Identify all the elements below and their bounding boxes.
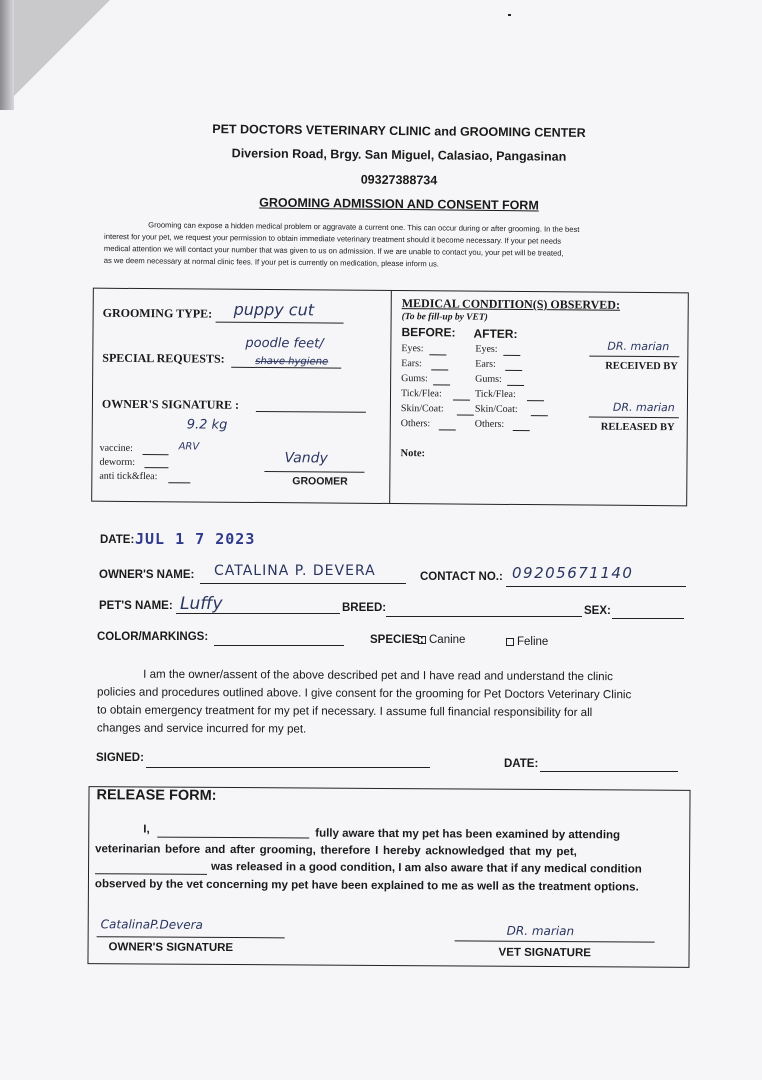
vaccine-value: ARV xyxy=(178,441,200,453)
vaccine-label: vaccine: xyxy=(99,442,133,454)
breed-label: BREED: xyxy=(342,602,387,614)
owner-name-value[interactable]: CATALINA P. DEVERA xyxy=(214,563,376,579)
medical-item: Gums: xyxy=(401,373,428,385)
canine-label: Canine xyxy=(429,634,466,646)
intro-line: as we deem necessary at normal clinic fees. If your pet is currently on medication, please inform us. xyxy=(103,255,439,269)
species-label: SPECIES: xyxy=(370,634,424,646)
release-line2: veterinarian before and after grooming, therefore I hereby acknowledged that my pet, xyxy=(95,843,577,859)
release-title: RELEASE FORM: xyxy=(96,787,217,804)
owner-signature-line xyxy=(256,411,366,413)
canine-checkbox[interactable] xyxy=(418,636,426,644)
groomer-name: Vandy xyxy=(284,450,328,467)
vet-signature-label: VET SIGNATURE xyxy=(498,946,592,960)
medical-item-line[interactable] xyxy=(531,415,548,416)
date-label: DATE: xyxy=(100,534,135,546)
pet-name-value[interactable]: Luffy xyxy=(180,594,223,614)
special-requests-label: SPECIAL REQUESTS: xyxy=(102,350,225,366)
sex-line xyxy=(612,618,684,619)
special-requests-value[interactable]: poodle feet/ xyxy=(245,335,324,352)
owner-name-label: OWNER'S NAME: xyxy=(99,569,195,581)
released-by-line xyxy=(589,417,679,419)
color-markings-label: COLOR/MARKINGS: xyxy=(97,631,209,643)
medical-item: Skin/Coat: xyxy=(400,403,444,415)
release-form-box xyxy=(87,786,690,968)
after-label: AFTER: xyxy=(473,326,518,341)
sex-label: SEX: xyxy=(584,605,611,617)
medical-item-line[interactable] xyxy=(429,354,446,355)
consent-line: changes and service incurred for my pet. xyxy=(96,721,307,736)
release-line4: observed by the vet concerning my pet have been explained to me as well as the treatment options. xyxy=(94,878,639,894)
medical-item: Gums: xyxy=(475,373,502,385)
clinic-name: PET DOCTORS VETERINARY CLINIC and GROOMING CENTER xyxy=(212,122,586,140)
medical-title: MEDICAL CONDITION(S) OBSERVED: xyxy=(401,296,621,312)
release-line1: fully aware that my pet has been examined by attending xyxy=(315,827,621,842)
medical-item-line[interactable] xyxy=(503,355,520,356)
anti-tick-label: anti tick&flea: xyxy=(99,470,158,483)
intro-line: Grooming can expose a hidden medical problem or aggravate a current one. This can occur during or after grooming. In the best xyxy=(148,220,580,234)
anti-tick-line xyxy=(168,482,190,483)
grooming-type-value[interactable]: puppy cut xyxy=(233,299,315,320)
grooming-type-label: GROOMING TYPE: xyxy=(102,305,213,321)
note-label: Note: xyxy=(400,448,426,460)
received-by-signature: DR. marian xyxy=(607,339,670,354)
vaccine-line xyxy=(143,454,169,455)
vet-signature-line xyxy=(455,940,655,942)
owner-signature-label: OWNER'S SIGNATURE xyxy=(108,941,234,955)
owner-signature-label: OWNER'S SIGNATURE : xyxy=(101,396,240,412)
clinic-address: Diversion Road, Brgy. San Miguel, Calasiao, Pangasinan xyxy=(231,146,567,164)
ink-dot xyxy=(508,14,511,16)
grooming-box xyxy=(91,288,689,507)
feline-label: Feline xyxy=(517,636,549,648)
intro-line: medical attention we will contact your number that was given to us on admission. If we are unable to contact you, your pet will be treated, xyxy=(103,243,564,258)
grooming-type-line xyxy=(216,322,344,324)
released-by-signature: DR. marian xyxy=(612,400,675,415)
special-requests-value-2[interactable]: shave hygiene xyxy=(255,355,329,368)
consent-line: I am the owner/assent of the above described pet and I have read and understand the clinic xyxy=(143,667,614,684)
breed-line xyxy=(386,616,582,617)
consent-line: policies and procedures outlined above. I give consent for the grooming for Pet Doctors Veterinary Clinic xyxy=(97,685,632,702)
clinic-phone: 09327388734 xyxy=(360,172,438,188)
date-stamp: JUL 1 7 2023 xyxy=(135,530,256,548)
medical-item: Eyes: xyxy=(475,343,498,355)
medical-item-line[interactable] xyxy=(431,369,448,370)
release-pet-line xyxy=(95,873,207,875)
medical-item-line[interactable] xyxy=(439,429,456,430)
form-title: GROOMING ADMISSION AND CONSENT FORM xyxy=(259,195,539,213)
medical-item: Ears: xyxy=(475,358,496,370)
pet-name-label: PET'S NAME: xyxy=(99,600,173,612)
owner-signature-line xyxy=(97,936,285,938)
species-canine-option[interactable] xyxy=(418,634,465,646)
consent-date-label: DATE: xyxy=(504,758,539,770)
medical-item-line[interactable] xyxy=(505,370,522,371)
medical-item-line[interactable] xyxy=(453,399,470,400)
folded-corner xyxy=(0,0,110,110)
deworm-label: deworm: xyxy=(99,456,136,468)
release-name-line xyxy=(157,837,309,839)
contact-label: CONTACT NO.: xyxy=(420,571,503,583)
medical-item: Tick/Flea: xyxy=(400,388,442,400)
medical-item: Others: xyxy=(474,418,505,430)
release-i-label: I, xyxy=(143,823,150,836)
before-label: BEFORE: xyxy=(401,325,456,340)
medical-subtitle: (To be fill-up by VET) xyxy=(401,312,488,323)
signed-label: SIGNED: xyxy=(96,752,144,764)
color-markings-line xyxy=(214,645,344,646)
medical-item: Tick/Flea: xyxy=(474,388,516,400)
species-feline-option[interactable] xyxy=(506,636,548,648)
groomer-line xyxy=(264,471,364,473)
medical-item-line[interactable] xyxy=(457,415,474,416)
medical-item-line[interactable] xyxy=(513,430,530,431)
received-by-label: RECEIVED BY xyxy=(605,360,678,373)
medical-item: Skin/Coat: xyxy=(474,403,518,416)
intro-line: interest for your pet, we request your permission to obtain immediate veterinary treatment should it become necessary. If your pet needs xyxy=(104,231,562,246)
medical-item-line[interactable] xyxy=(507,385,524,386)
signed-line xyxy=(146,767,430,768)
groomer-label: GROOMER xyxy=(292,475,348,488)
medical-item: Others: xyxy=(400,418,431,430)
consent-date-line xyxy=(540,771,678,772)
page-edge-shadow xyxy=(0,0,14,110)
medical-item: Ears: xyxy=(401,358,422,370)
vet-signature: DR. marian xyxy=(506,923,575,939)
feline-checkbox[interactable] xyxy=(506,638,514,646)
contact-line xyxy=(506,586,686,587)
received-by-line xyxy=(589,356,679,358)
medical-item: Eyes: xyxy=(401,343,424,355)
contact-value[interactable]: 09205671140 xyxy=(512,564,634,582)
pet-weight: 9.2 kg xyxy=(186,417,228,433)
medical-item-line[interactable] xyxy=(433,384,450,385)
consent-paragraph xyxy=(97,665,687,740)
intro-paragraph xyxy=(104,219,694,273)
box-divider xyxy=(389,291,392,503)
consent-line: to obtain emergency treatment for my pet if necessary. I assume full financial responsibility for all xyxy=(96,703,593,720)
deworm-line xyxy=(144,467,168,468)
released-by-label: RELEASED BY xyxy=(600,421,675,434)
medical-item-line[interactable] xyxy=(527,400,544,401)
owner-name-line xyxy=(200,583,406,584)
release-line3: was released in a good condition, I am also aware that if any medical condition xyxy=(211,860,642,876)
owner-signature: CatalinaP.Devera xyxy=(100,917,203,932)
